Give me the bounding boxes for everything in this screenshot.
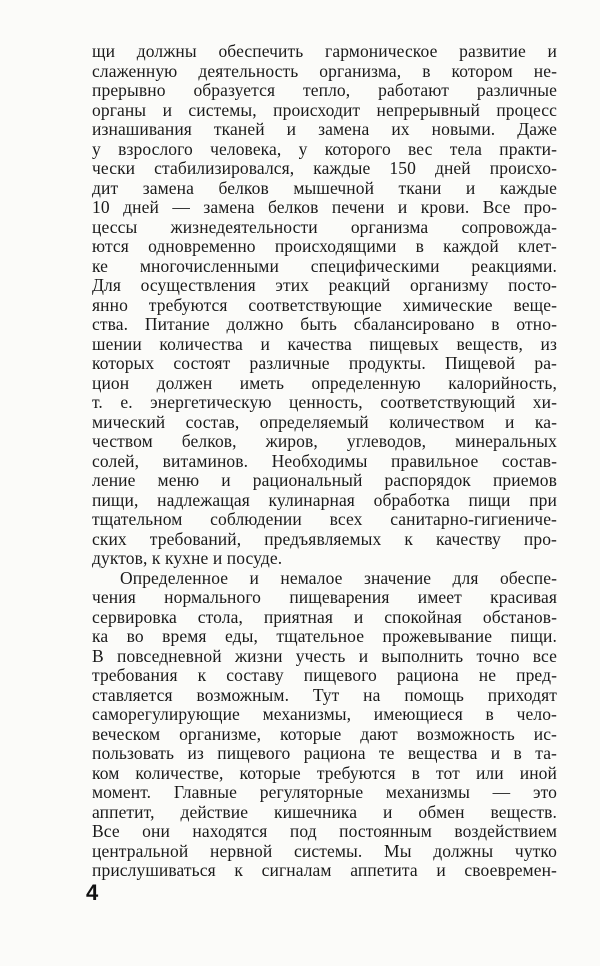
text-line: ставляется возможным. Тут на помощь приходят xyxy=(92,684,557,705)
text-line: пищи, надлежащая кулинарная обработка пищи при xyxy=(92,489,557,510)
text-line: дуктов, к кухне и посуде. xyxy=(92,548,283,568)
text-line: цион должен иметь определенную калорийность, xyxy=(92,372,557,393)
text-line: ком количестве, которые требуются в тот или иной xyxy=(92,762,557,783)
text-line: органы и системы, происходит непрерывный процесс xyxy=(92,99,557,120)
text-line: солей, витаминов. Необходимы правильное состав- xyxy=(92,450,557,471)
text-line: ских требований, предъявляемых к качеству про- xyxy=(92,528,557,549)
text-line: изнашивания тканей и замена их новыми. Даже xyxy=(92,119,557,139)
text-line: чеством белков, жиров, углеводов, минеральных xyxy=(92,431,557,451)
text-line: аппетит, действие кишечника и обмен веществ. xyxy=(92,801,557,822)
text-line: щи должны обеспечить гармоническое развитие и xyxy=(92,41,557,61)
text-line: саморегулирующие механизмы, имеющиеся в чело- xyxy=(92,704,557,724)
text-line: ются одновременно происходящими в каждой клет- xyxy=(92,236,557,256)
text-line: ление меню и рациональный распорядок приемов xyxy=(92,470,557,490)
page-number: 4 xyxy=(86,880,99,905)
text-line: чески стабилизировался, каждые 150 дней происхо- xyxy=(92,158,557,178)
text-line: требования к составу пищевого рациона не пред- xyxy=(92,665,557,685)
text-line: 10 дней — замена белков печени и крови. Все про- xyxy=(92,197,557,217)
text-line: Для осуществления этих реакций организму посто- xyxy=(92,275,557,295)
text-line: слаженную деятельность организма, в котором не- xyxy=(92,60,557,81)
paragraph-1 xyxy=(92,42,557,569)
text-line: ке многочисленными специфическими реакциями. xyxy=(92,255,557,276)
text-line: Все они находятся под постоянным воздействием xyxy=(92,821,557,841)
text-line: у взрослого человека, у которого вес тела практи- xyxy=(92,138,557,159)
text-line: чения нормального пищеварения имеет красивая xyxy=(92,587,557,607)
text-line: т. е. энергетическую ценность, соответствующий хи- xyxy=(92,392,557,412)
text-line: веческом организме, которые дают возможность ис- xyxy=(92,723,557,744)
text-line: центральной нервной системы. Мы должны чутко xyxy=(92,840,557,861)
text-line: ка во время еды, тщательное прожевывание пищи. xyxy=(92,626,557,646)
text-line: Определенное и немалое значение для обеспе- xyxy=(120,567,557,588)
text-line: которых состоят различные продукты. Пищевой ра- xyxy=(92,353,557,373)
text-line: В повседневной жизни учесть и выполнить точно все xyxy=(92,645,557,666)
paragraph-2 xyxy=(92,569,557,881)
text-line: янно требуются соответствующие химические веще- xyxy=(92,294,557,315)
text-line: цессы жизнедеятельности организма сопровожда- xyxy=(92,216,557,237)
text-line: пользовать из пищевого рациона те вещества и в та- xyxy=(92,743,557,763)
text-line: мический состав, определяемый количеством и ка- xyxy=(92,411,557,432)
text-line: момент. Главные регуляторные механизмы — это xyxy=(92,782,557,802)
text-line: дит замена белков мышечной ткани и каждые xyxy=(92,177,557,198)
text-line: прислушиваться к сигналам аппетита и своевремен- xyxy=(92,860,557,880)
text-line: прерывно образуется тепло, работают различные xyxy=(92,80,557,100)
text-line: ства. Питание должно быть сбалансировано в отно- xyxy=(92,314,557,334)
text-line: тщательном соблюдении всех санитарно-гигиениче- xyxy=(92,509,557,529)
text-line: шении количества и качества пищевых веществ, из xyxy=(92,333,557,354)
body-text xyxy=(92,42,557,881)
text-line: сервировка стола, приятная и спокойная обстанов- xyxy=(92,606,557,627)
